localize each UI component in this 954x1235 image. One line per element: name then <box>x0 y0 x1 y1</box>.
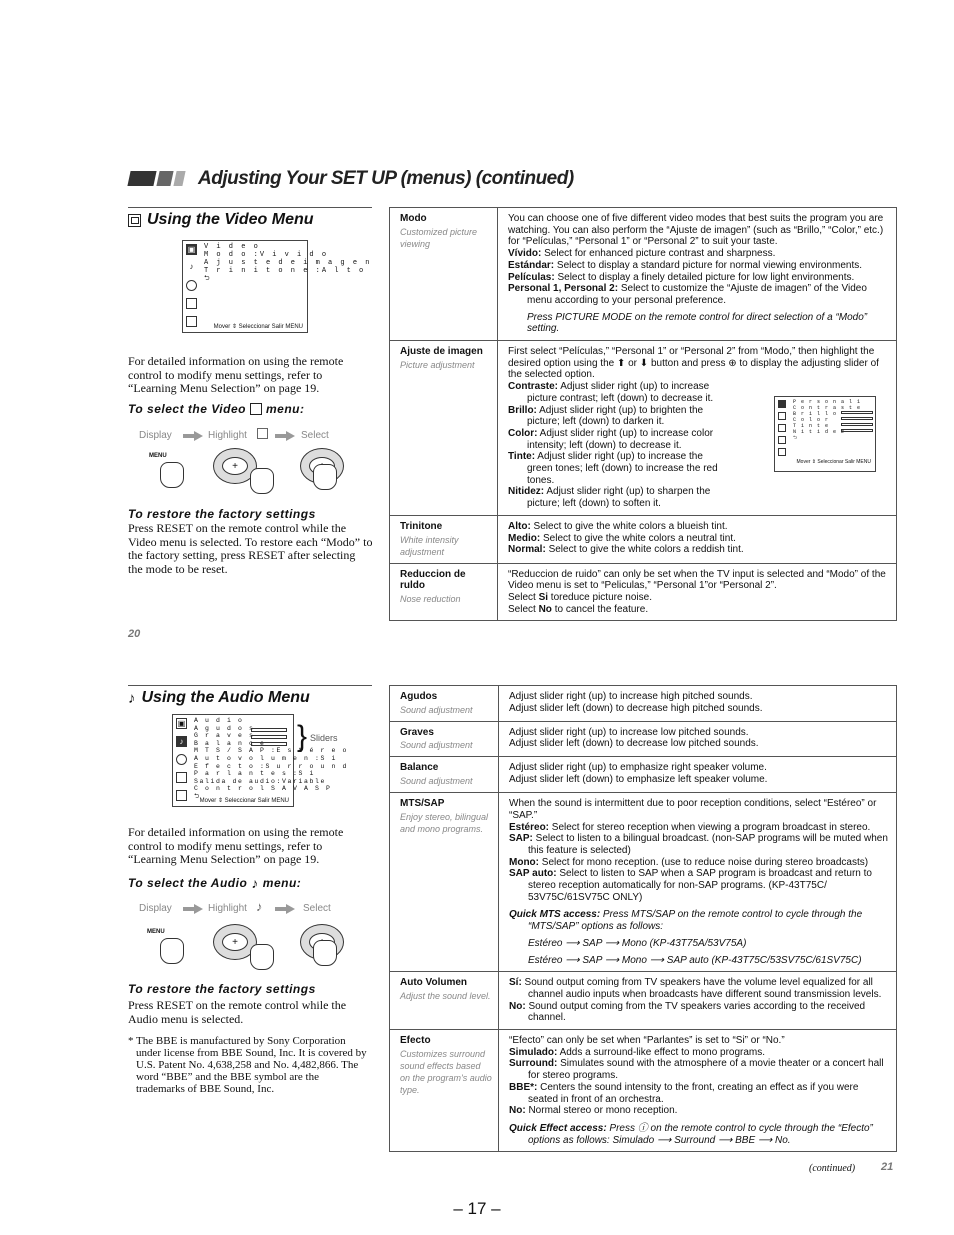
detail-line <box>508 521 890 533</box>
detail-line <box>508 486 730 509</box>
video-osd-screen <box>182 240 372 333</box>
detail-line <box>509 857 890 869</box>
audio-menu-icon: ♪ <box>256 899 263 914</box>
audio-menu-icon: ♪ <box>251 875 259 891</box>
osd-label: V i d e o <box>204 243 260 251</box>
audio-tab-icon: ♪ <box>176 736 187 747</box>
option-text: Select for enhanced picture contrast and sharpness. <box>541 248 776 260</box>
setting-name: Balance <box>400 762 439 774</box>
osd-line <box>194 762 349 771</box>
detail-line <box>509 1047 890 1059</box>
detail-line <box>508 272 890 284</box>
audio-tab-icon <box>778 412 786 420</box>
option-text: Sound output coming from TV speakers have the volume level equalized for all channel audio inputs when broadcasts have different sound transmission levels. <box>521 977 882 1000</box>
option-label: Estándar: <box>508 259 555 271</box>
osd-label: A u d i o <box>194 717 244 724</box>
detail-line <box>508 346 890 381</box>
table-row <box>390 972 897 1030</box>
option-label: Tinte: <box>508 451 536 463</box>
osd-label: E f e c t o : <box>194 762 266 770</box>
osd-label: B a l a n c e <box>194 739 266 747</box>
table-row <box>390 563 897 621</box>
detail-line <box>509 909 890 932</box>
detail-line <box>508 405 730 428</box>
setting-name-cell <box>390 757 499 793</box>
detail-line <box>509 1035 890 1047</box>
setting-detail-cell <box>498 563 897 621</box>
option-label: Medio: <box>508 532 541 544</box>
setting-name-cell <box>390 686 499 722</box>
osd-footer: Mover ⇕ Seleccionar Salir MENU <box>213 324 303 330</box>
option-text: Adjust slider right (up) to brighten the picture; left (down) to darken it. <box>527 404 704 428</box>
osd-line <box>194 717 289 725</box>
hand-icon <box>250 944 274 970</box>
option-text: First select “Películas,” “Personal 1” or “Personal 2” from “Modo,” then highlight the desired option using the ⬆ or ⬇ button and press ⊕ to display the adjusting slider of the selected option. <box>508 346 879 381</box>
option-label: Brillo: <box>508 404 537 416</box>
option-label: Mono: <box>509 856 539 868</box>
table-row <box>390 341 897 516</box>
option-label: Quick MTS access: <box>509 909 601 921</box>
option-text: Select <box>508 603 539 615</box>
detail-line <box>508 533 890 545</box>
option-label: Películas: <box>508 271 555 283</box>
osd-label: ⮌ <box>204 275 212 283</box>
setting-name-cell <box>390 793 499 972</box>
osd-value: S i <box>320 754 338 762</box>
hand-icon <box>313 464 337 490</box>
detail-line <box>508 451 730 486</box>
detail-line <box>508 544 890 556</box>
arrow-icon <box>183 904 203 914</box>
option-text: Select to listen to a bilingual broadcast. (non-SAP programs will be muted when this feature is selected) <box>528 833 888 856</box>
option-text: Estéreo ⟶ SAP ⟶ Mono ⟶ SAP auto (KP-43T75C/53SV75C/61SV75C) <box>528 954 862 966</box>
osd-label: G r a v e s <box>194 732 255 740</box>
audio-tab-icon: ♪ <box>189 262 194 271</box>
slider <box>251 728 287 732</box>
setting-name-cell <box>390 208 498 341</box>
audio-menu-icon: ♪ <box>128 689 136 707</box>
osd-label: P a r l a n t e s : <box>194 770 299 778</box>
timer-tab-icon <box>186 280 197 291</box>
detail-line <box>508 428 730 451</box>
option-text: Select to give the white colors a blueish tint. <box>530 520 728 532</box>
option-text: Adjust slider left (down) to decrease high pitched sounds. <box>509 702 763 714</box>
arrow-icon <box>275 431 295 441</box>
option-text: toreduce picture noise. <box>548 591 652 603</box>
option-text: Select <box>508 591 539 603</box>
option-label: No: <box>509 1000 526 1012</box>
continued-label: (continued) <box>809 1163 856 1174</box>
osd-line <box>194 777 327 786</box>
detail-line <box>509 774 890 786</box>
detail-line <box>509 1082 890 1105</box>
setting-name: Graves <box>400 726 434 738</box>
detail-line <box>508 248 890 260</box>
option-label: SAP auto: <box>509 868 557 880</box>
option-label: Nitidez: <box>508 486 545 498</box>
osd-line <box>194 770 316 778</box>
detail-line <box>508 283 890 306</box>
option-text: to cancel the feature. <box>551 603 649 615</box>
osd-value: E s t é r e o <box>276 747 349 755</box>
osd-line: ⮌ <box>793 435 799 442</box>
setting-name: MTS/SAP <box>400 798 445 810</box>
video-select-heading: To select the Video menu: <box>128 402 305 416</box>
detail-line <box>508 312 890 335</box>
audio-settings-table <box>389 685 897 1152</box>
osd-line: C o l o r <box>793 417 830 424</box>
osd-line: P e r s o n a l 1 <box>793 399 862 406</box>
setting-name-cell <box>390 341 498 516</box>
option-label: BBE*: <box>509 1081 538 1093</box>
option-label: Si <box>538 591 549 603</box>
osd-line <box>204 275 303 283</box>
table-row <box>390 515 897 563</box>
osd-footer: Mover ⇕ Seleccionar Salir MENU <box>796 459 871 466</box>
setting-name-cell <box>390 721 499 757</box>
osd-line <box>204 243 303 251</box>
detail-line <box>508 592 890 604</box>
osd-lines <box>793 399 871 441</box>
option-text: Adjust slider right (up) to increase high pitched sounds. <box>509 691 753 702</box>
step-select: Select <box>303 903 331 914</box>
slider <box>841 423 873 426</box>
table-row <box>390 757 897 793</box>
video-menu-icon <box>257 428 268 439</box>
osd-label: C o n t r o l S A V A S P <box>194 785 332 793</box>
osd-line <box>194 754 338 763</box>
option-text: Adjust slider right (up) to increase picture contrast; left (down) to decrease it. <box>527 381 714 404</box>
audio-restore-text: Press RESET on the remote control while the Audio menu is selected. <box>128 998 347 1026</box>
detail-line <box>509 762 890 774</box>
option-text: Select to display a finely detailed picture for low light environments. <box>554 271 855 283</box>
osd-line <box>204 267 366 275</box>
osd-label: A g u d o s <box>194 724 255 732</box>
joystick-icon: + <box>213 924 257 960</box>
divider <box>128 685 372 686</box>
divider <box>128 207 372 208</box>
option-label: Quick Effect access: <box>509 1122 607 1134</box>
osd-label: M o d o : <box>204 251 260 259</box>
setting-description: Customized picture viewing <box>400 226 478 249</box>
hand-icon <box>250 468 274 494</box>
setting-description: Sound adjustment <box>400 704 473 715</box>
detail-line <box>509 977 890 1000</box>
detail-line <box>509 1058 890 1081</box>
option-label: Alto: <box>508 520 531 532</box>
detail-line <box>508 381 730 404</box>
slider <box>841 429 873 432</box>
option-text: Adjust slider right (up) to increase color intensity; left (down) to decrease it. <box>527 427 714 451</box>
detail-line <box>508 213 890 248</box>
osd-value: S u r r o u n d <box>265 762 349 770</box>
option-text: You can choose one of five different video modes that best suits the program you are watching. You can also perform the “Ajuste de imagen” (such as “Brillo,” “Color,” etc.) for “Películas,” “Personal 1” or “Personal 2” to suit your taste. <box>508 213 884 248</box>
option-text: When the sound is intermittent due to poor reception conditions, select “Estéreo” or “SAP.” <box>509 798 877 821</box>
option-text: Press ⓘ on the remote control to cycle through the “Efecto” options as follows: Simulado ⟶ Surround ⟶ BBE ⟶ No. <box>528 1122 873 1146</box>
detail-line <box>509 938 890 950</box>
setting-name-cell <box>390 972 499 1030</box>
setting-name-cell <box>390 515 498 563</box>
option-label: No: <box>509 1105 526 1117</box>
setting-name: Auto Volumen <box>400 977 468 989</box>
page-number-left: 20 <box>128 628 141 640</box>
osd-footer: Mover ⇕ Seleccionar Salir MENU <box>199 798 289 804</box>
footer-page-number: – 17 – <box>453 1199 501 1218</box>
channel-tab-icon <box>176 772 187 783</box>
setting-name: Agudos <box>400 691 438 702</box>
option-label: No <box>538 603 552 615</box>
osd-value: S i <box>298 770 316 778</box>
setting-detail-cell <box>499 793 897 972</box>
brace: } <box>297 720 308 753</box>
setting-detail-cell <box>498 341 897 516</box>
option-label: Vívido: <box>508 248 542 260</box>
slider <box>251 742 287 746</box>
detail-line <box>509 868 890 903</box>
table-row <box>390 686 897 722</box>
osd-label: T r i n i t o n e : <box>204 267 322 275</box>
osd-value: V i v i d o <box>259 251 329 259</box>
menu-press-hand-icon <box>160 462 184 488</box>
osd-line: N i t i d e z <box>793 429 846 436</box>
setting-detail-cell <box>499 972 897 1030</box>
option-text: Adjust slider left (down) to emphasize left speaker volume. <box>509 774 768 786</box>
picture-osd-screen <box>774 396 876 472</box>
option-text: Adjust slider left (down) to decrease low pitched sounds. <box>509 738 759 750</box>
video-tab-icon <box>778 400 786 408</box>
setting-detail-cell <box>499 757 897 793</box>
detail-line <box>509 1123 890 1146</box>
setting-description: Nose reduction <box>400 593 461 604</box>
osd-value: A l t o <box>321 267 366 275</box>
option-label: Contraste: <box>508 381 559 393</box>
channel-tab-icon <box>778 436 786 444</box>
osd-line: T i n t e <box>793 423 830 430</box>
option-text: Adds a surround-like effect to mono programs. <box>557 1046 766 1058</box>
setting-name-cell <box>390 1030 499 1152</box>
setting-detail-cell <box>499 721 897 757</box>
option-text: Adjust slider right (up) to sharpen the picture; left (down) to soften it. <box>527 486 711 510</box>
detail-line <box>509 1001 890 1024</box>
video-settings-table <box>389 207 897 621</box>
video-tab-icon: ▣ <box>187 245 196 254</box>
setting-detail-cell <box>498 208 897 341</box>
step-highlight: Highlight <box>208 903 247 914</box>
audio-section-title: ♪ Using the Audio Menu <box>128 689 310 707</box>
page-number-right: 21 <box>881 1161 894 1173</box>
table-row <box>390 721 897 757</box>
detail-line <box>508 260 890 272</box>
detail-line <box>509 1105 890 1117</box>
step-select: Select <box>301 430 329 441</box>
page-title: Adjusting Your SET UP (menus) (continued) <box>198 168 574 189</box>
osd-line <box>204 259 372 267</box>
audio-intro: For detailed information on using the remote control to modify menu settings, refer to “Learning Menu Selection” on page 19. <box>128 825 344 866</box>
option-label: Sí: <box>509 977 522 989</box>
detail-line <box>509 738 890 750</box>
menu-button-label: MENU <box>149 453 167 459</box>
detail-line <box>509 703 890 715</box>
header-decoration <box>129 171 184 186</box>
video-intro: For detailed information on using the remote control to modify menu settings, refer to “Learning Menu Selection” on page 19. <box>128 354 344 395</box>
option-text: Select for stereo reception when viewing a program broadcast in stereo. <box>549 821 871 833</box>
video-restore-heading: To restore the factory settings <box>128 507 316 521</box>
timer-tab-icon <box>176 754 187 765</box>
step-display: Display <box>139 430 172 441</box>
audio-restore-heading: To restore the factory settings <box>128 982 316 996</box>
osd-icons <box>778 400 792 460</box>
detail-line <box>509 798 890 821</box>
option-text: Press MTS/SAP on the remote control to cycle through the “MTS/SAP” options as follows: <box>528 909 863 933</box>
video-menu-icon <box>250 403 262 415</box>
option-text: Select to listen to SAP when a SAP program is broadcast and return to stereo reception automatically for non-SAP programs. (KP-43T75C/ 53V75C/61SV75C ONLY) <box>528 868 872 903</box>
menu-press-hand-icon <box>160 938 184 964</box>
option-text: Adjust slider right (up) to increase low pitched sounds. <box>509 726 749 738</box>
detail-line <box>509 822 890 834</box>
setting-description: Customizes surround sound effects based on the program's audio type. <box>400 1048 492 1095</box>
osd-line: C o n t r a s t e <box>793 405 862 412</box>
step-highlight: Highlight <box>208 430 247 441</box>
video-restore-text: Press RESET on the remote control while the Video menu is selected. To restore each “Modo” to the factory setting, press RESET after selecting the mode to be reset. <box>128 521 373 576</box>
option-text: Press PICTURE MODE on the remote control for direct selection of a “Modo” setting. <box>527 311 868 335</box>
detail-line <box>509 691 890 703</box>
setting-name: Ajuste de imagen <box>400 346 483 358</box>
arrow-icon <box>183 431 203 441</box>
setting-detail-cell <box>498 515 897 563</box>
setting-description: Sound adjustment <box>400 740 473 751</box>
option-text: Adjust slider right (up) to emphasize right speaker volume. <box>509 762 767 774</box>
setting-description: Picture adjustment <box>400 359 475 370</box>
osd-line <box>194 747 349 755</box>
osd-line: B r i l l o <box>793 411 838 418</box>
option-label: Normal: <box>508 544 546 556</box>
option-text: “Reduccion de ruido” can only be set when the TV input is selected and “Modo” of the Video menu is set to “Peliculas,” “Personal 1”or “Personal 2”. <box>508 568 886 592</box>
option-label: SAP: <box>509 833 533 845</box>
channel-tab-icon <box>186 298 197 309</box>
sliders-label: Sliders <box>310 733 338 743</box>
osd-label: A u t o v o l u m e n : <box>194 754 321 762</box>
option-text: Normal stereo or mono reception. <box>525 1105 678 1117</box>
osd-label: Salida de audio:Variable <box>194 777 327 785</box>
detail-line <box>508 569 890 592</box>
osd-label: A j u s t e d e i m a g e n <box>204 259 372 267</box>
step-display: Display <box>139 903 172 914</box>
option-text: Estéreo ⟶ SAP ⟶ Mono (KP-43T75A/53V75A) <box>528 937 747 949</box>
setting-detail-cell <box>499 1030 897 1152</box>
setting-name: Trinitone <box>400 520 443 532</box>
option-label: Simulado: <box>509 1046 558 1058</box>
option-label: Personal 1, Personal 2: <box>508 283 619 295</box>
table-row <box>390 208 897 341</box>
option-text: Simulates sound with the atmosphere of a movie theater or a concert hall for stereo programs. <box>528 1058 884 1082</box>
timer-tab-icon <box>778 424 786 432</box>
video-menu-icon <box>128 214 141 227</box>
bbe-footnote: * The BBE is manufactured by Sony Corporation under license from BBE Sound, Inc. It is covered by U.S. Patent No. 4,638,258 and No. 4,482,866. The word “BBE” and the BBE symbol are the trademarks of BBE Sound, Inc. <box>128 1035 367 1095</box>
option-label: Surround: <box>509 1058 558 1070</box>
detail-line <box>509 833 890 856</box>
setting-name: Reduccion de ruldo <box>400 568 466 592</box>
setting-name: Modo <box>400 213 427 224</box>
option-label: Color: <box>508 427 538 439</box>
option-text: Adjust slider right (up) to increase the green tones; left (down) to increase the red tones. <box>527 451 718 486</box>
osd-line <box>204 251 329 259</box>
setting-name: Efecto <box>400 1035 431 1047</box>
option-text: Select for mono reception. (use to reduce noise during stereo broadcasts) <box>539 856 869 868</box>
option-text: Select to display a standard picture for normal viewing environments. <box>554 259 863 271</box>
setting-description: Adjust the sound level. <box>400 990 491 1001</box>
joystick-icon: + <box>213 448 257 484</box>
audio-select-heading: To select the Audio ♪ menu: <box>128 875 302 891</box>
osd-line <box>194 785 332 793</box>
table-row <box>390 1030 897 1152</box>
section-header <box>129 168 899 198</box>
table-row <box>390 793 897 972</box>
setting-name-cell <box>390 563 498 621</box>
setting-description: Enjoy stereo, bilingual and mono programs. <box>400 811 489 834</box>
slider <box>841 417 873 420</box>
option-text: “Efecto” can only be set when “Parlantes” is set to “Si” or “No.” <box>509 1035 785 1047</box>
option-text: Centers the sound intensity to the front, creating an effect as if you were seated in front of an orchestra. <box>528 1081 859 1105</box>
option-label: Estéreo: <box>509 821 550 833</box>
video-tab-icon: ▣ <box>177 719 186 728</box>
detail-line <box>509 727 890 739</box>
slider <box>251 735 287 739</box>
detail-line <box>508 604 890 616</box>
option-text: Select to give the white colors a reddish tint. <box>545 544 744 556</box>
setup-tab-icon <box>778 448 786 456</box>
menu-button-label: MENU <box>147 929 165 935</box>
osd-label: ⮌ <box>194 792 201 800</box>
slider <box>841 411 873 414</box>
detail-line <box>509 955 890 967</box>
video-osd-lines <box>204 243 372 283</box>
video-section-title: Using the Video Menu <box>128 211 314 229</box>
setting-detail-cell <box>499 686 897 722</box>
osd-label: M T S / S A P : <box>194 747 277 755</box>
setting-description: Sound adjustment <box>400 776 473 787</box>
hand-icon <box>313 940 337 966</box>
setting-description: White intensity adjustment <box>400 534 459 557</box>
option-text: Sound output coming from the TV speakers varies according to the received channel. <box>525 1000 866 1024</box>
option-text: Select to customize the “Ajuste de imagen” of the Video menu according to your personal preference. <box>527 283 867 306</box>
option-text: Select to give the white colors a neutral tint. <box>540 532 736 544</box>
arrow-icon <box>275 904 295 914</box>
